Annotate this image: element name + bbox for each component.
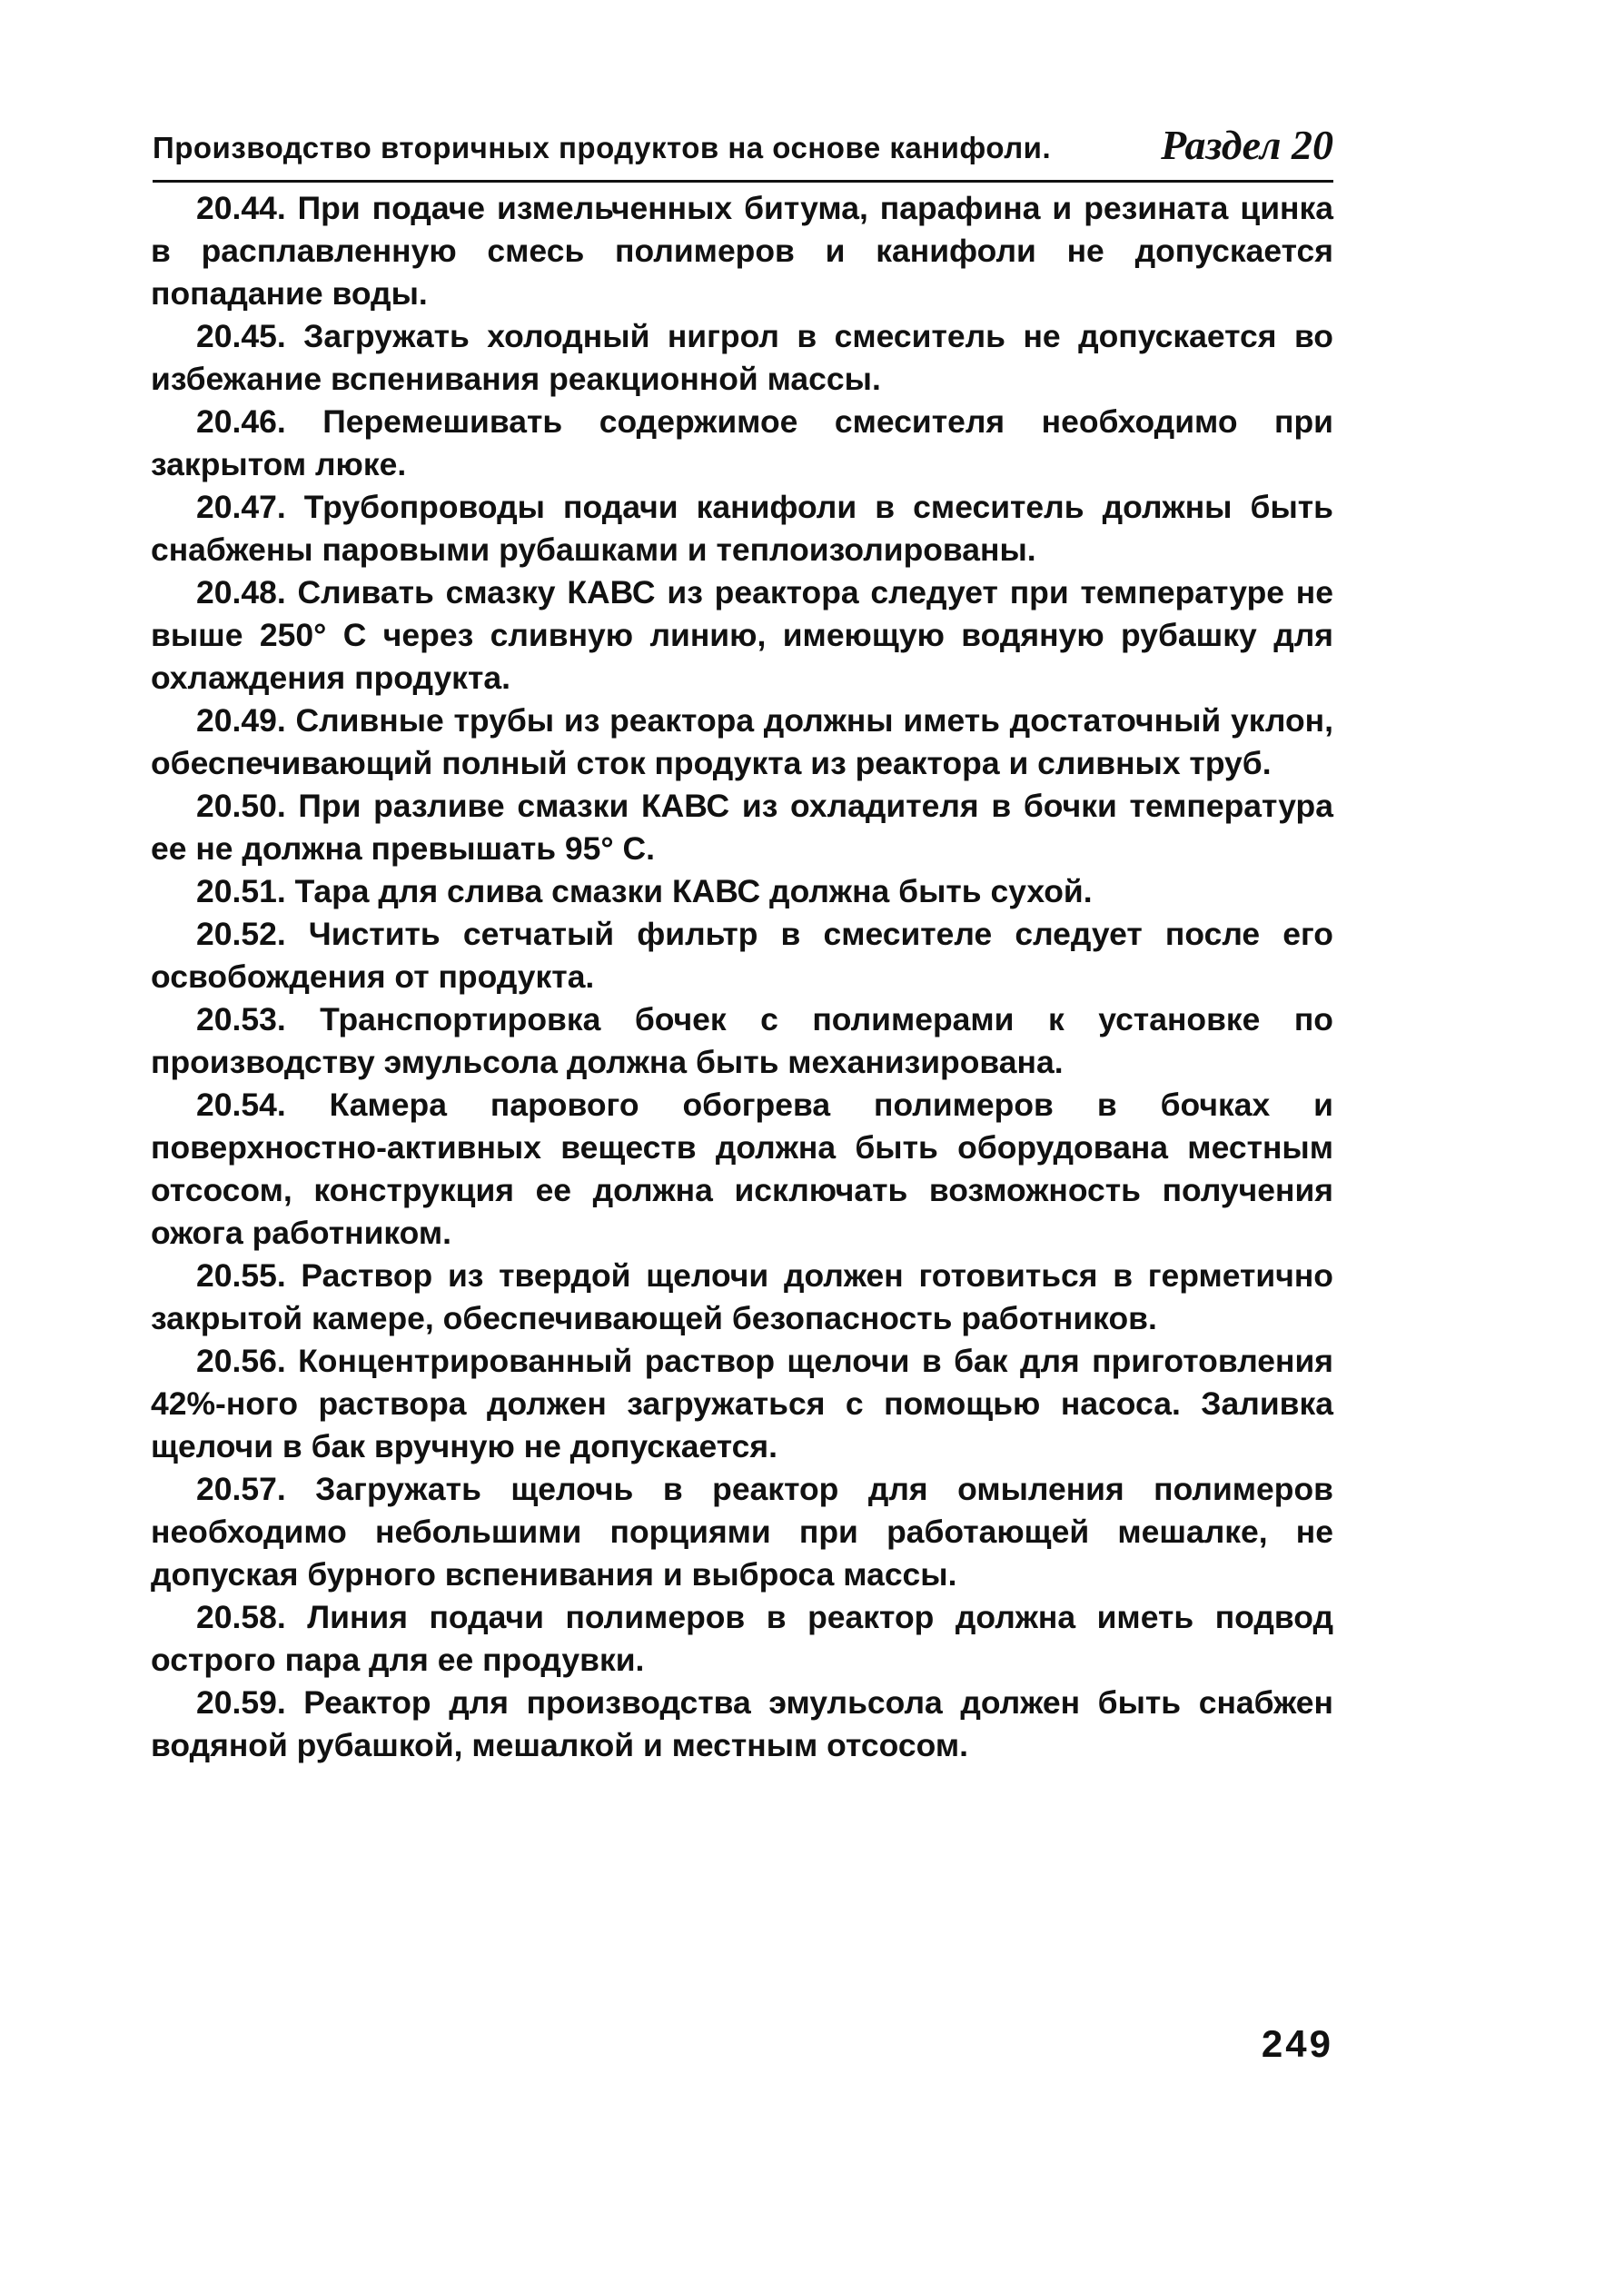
page-number: 249 <box>1261 2022 1333 2065</box>
running-head <box>153 114 1333 178</box>
paragraph-20-52: 20.52. Чистить сетчатый фильтр в смесителе следует после его освобождения от продукта. <box>151 916 1333 995</box>
paragraph-20-54: 20.54. Камера парового обогрева полимеров в бочках и поверхностно-активных веществ должна быть оборудована местным отсосом, конструкция ее должна исключать возможность получения ожога работником. <box>151 1087 1333 1251</box>
header-rule <box>153 180 1333 183</box>
paragraph-20-45: 20.45. Загружать холодный нигрол в смеситель не допускается во избежание вспенивания реакционной массы. <box>151 318 1333 397</box>
paragraph-20-59: 20.59. Реактор для производства эмульсола должен быть снабжен водяной рубашкой, мешалкой и местным отсосом. <box>151 1684 1333 1763</box>
paragraph-20-50: 20.50. При разливе смазки КАВС из охладителя в бочки температура ее не должна превышать 95° С. <box>151 788 1333 867</box>
paragraph-20-56: 20.56. Концентрированный раствор щелочи в бак для приготовления 42%-ного раствора должен загружаться с помощью насоса. Заливка щелочи в бак вручную не допускается. <box>151 1343 1333 1464</box>
paragraph-20-53: 20.53. Транспортировка бочек с полимерами к установке по производству эмульсола должна быть механизирована. <box>151 1001 1333 1080</box>
paragraph-20-58: 20.58. Линия подачи полимеров в реактор должна иметь подвод острого пара для ее продувки. <box>151 1599 1333 1678</box>
paragraph-20-57: 20.57. Загружать щелочь в реактор для омыления полимеров необходимо небольшими порциями при работающей мешалке, не допуская бурного вспенивания и выброса массы. <box>151 1471 1333 1593</box>
paragraph-20-47: 20.47. Трубопроводы подачи канифоли в смеситель должны быть снабжены паровыми рубашками и теплоизолированы. <box>151 489 1333 568</box>
body-text <box>151 187 1333 1767</box>
section-label: Раздел 20 <box>1161 122 1333 168</box>
paragraph-20-48: 20.48. Сливать смазку КАВС из реактора следует при температуре не выше 250° С через сливную линию, имеющую водяную рубашку для охлаждения продукта. <box>151 574 1333 696</box>
paragraph-20-46: 20.46. Перемешивать содержимое смесителя необходимо при закрытом люке. <box>151 403 1333 482</box>
paragraph-20-44: 20.44. При подаче измельченных битума, парафина и резината цинка в расплавленную смесь полимеров и канифоли не допускается попадание воды. <box>151 190 1333 312</box>
paragraph-20-51: 20.51. Тара для слива смазки КАВС должна быть сухой. <box>196 873 1093 909</box>
paragraph-20-55: 20.55. Раствор из твердой щелочи должен готовиться в герметично закрытой камере, обеспечивающей безопасность работников. <box>151 1257 1333 1336</box>
running-head-title: Производство вторичных продуктов на основе канифоли. <box>153 131 1052 164</box>
paragraph-20-49: 20.49. Сливные трубы из реактора должны иметь достаточный уклон, обеспечивающий полный сток продукта из реактора и сливных труб. <box>151 702 1333 781</box>
